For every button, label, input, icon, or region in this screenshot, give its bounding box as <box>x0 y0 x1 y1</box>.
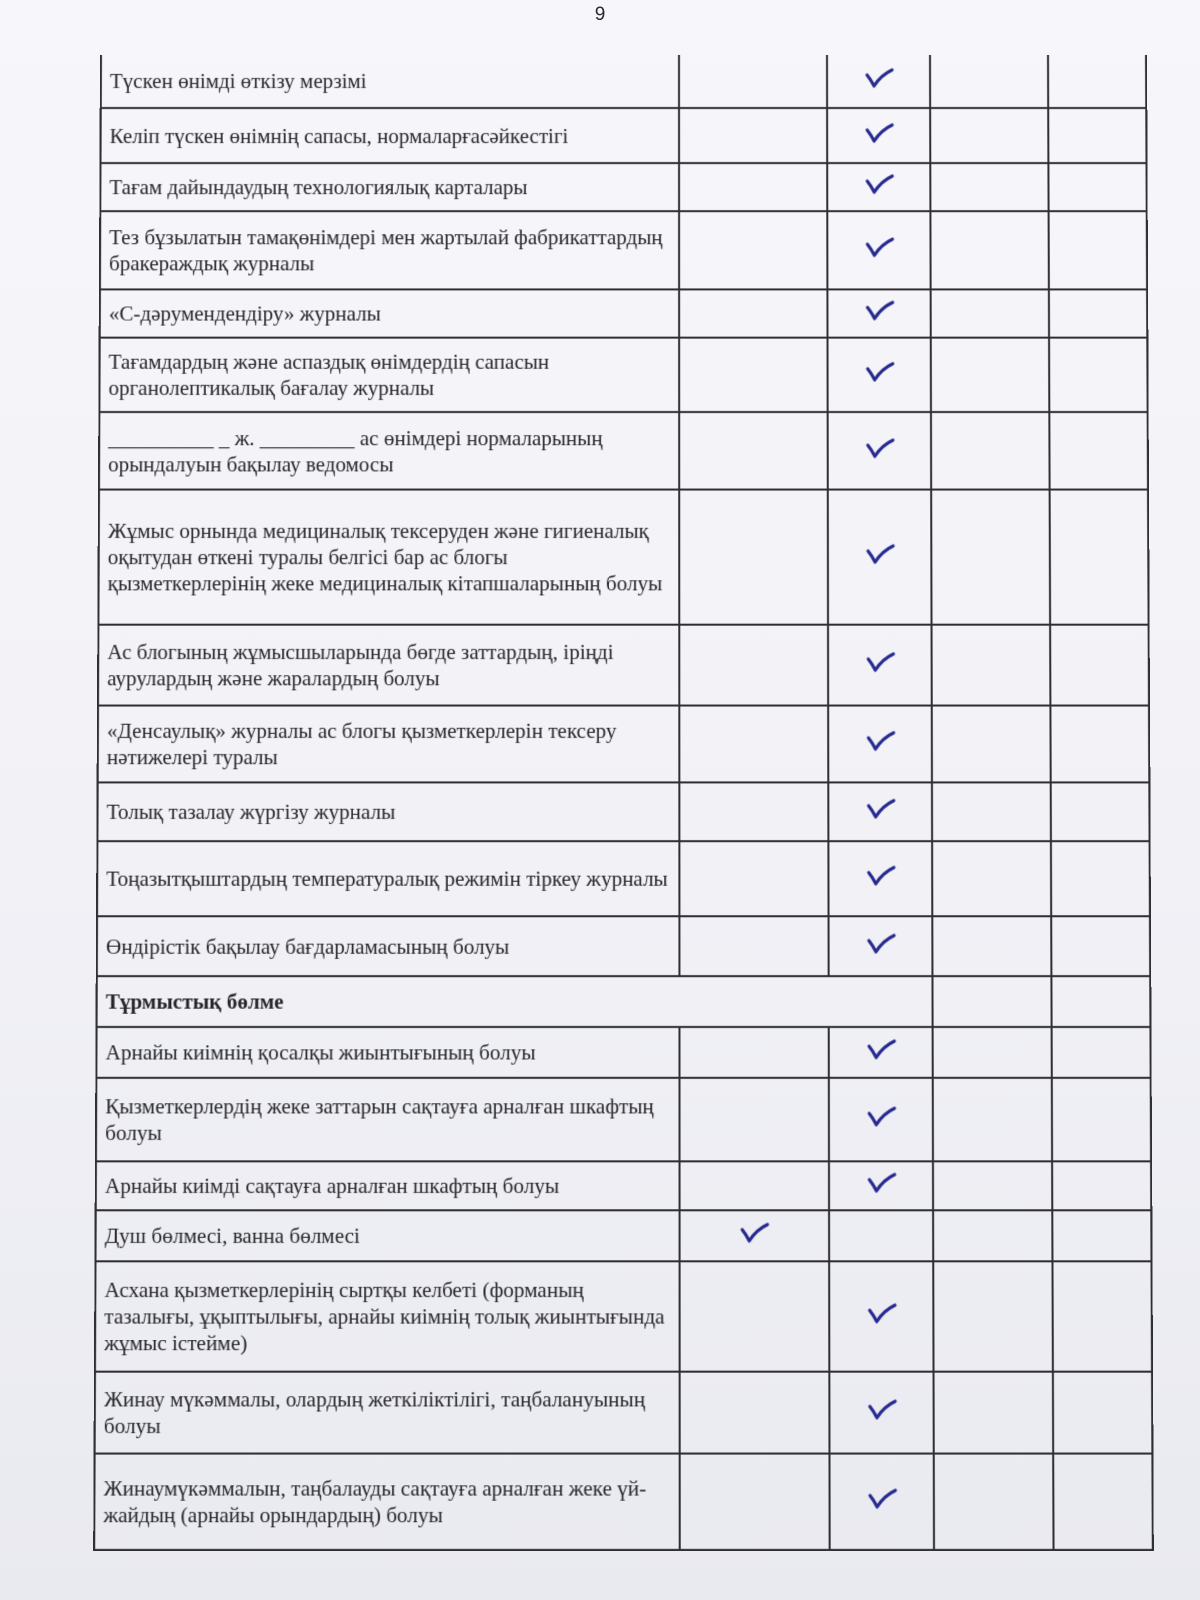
mark-cell-col-b <box>827 211 930 289</box>
mark-cell-col-a <box>680 1161 830 1210</box>
table-row <box>100 163 1146 211</box>
item-text: __________ _ ж. _________ ас өнімдері нормаларының орындалуын бақылау ведомосы <box>99 412 679 490</box>
mark-cell-col-d <box>1051 916 1150 976</box>
checkmark-icon <box>865 1036 897 1062</box>
item-text: «Денсаулық» журналы ас блогы қызметкерлерін тексеру нәтижелері туралы <box>98 706 680 783</box>
empty-cell <box>1051 976 1150 1027</box>
mark-cell-col-c <box>931 289 1049 337</box>
checkmark-icon <box>863 297 895 323</box>
item-text: Асхана қызметкерлерінің сыртқы келбеті (форманың тазалығы, ұқыптылығы, арнайы киімнің толық жиынтығында жұмыс істейме) <box>95 1261 680 1371</box>
checkmark-icon <box>865 1169 897 1196</box>
mark-cell-col-d <box>1052 1078 1151 1162</box>
table-row <box>98 625 1149 706</box>
mark-cell-col-b <box>829 1261 933 1371</box>
mark-cell-col-a <box>679 163 827 211</box>
checkmark-icon <box>863 359 895 385</box>
table-row <box>95 1261 1152 1371</box>
mark-cell-col-a <box>679 211 827 289</box>
mark-cell-col-a <box>679 625 828 706</box>
mark-cell-col-d <box>1052 1027 1151 1078</box>
mark-cell-col-d <box>1053 1454 1153 1550</box>
mark-cell-col-b <box>829 1078 933 1162</box>
table-row <box>97 782 1149 841</box>
mark-cell-col-b <box>829 916 933 976</box>
mark-cell-col-c <box>930 55 1048 108</box>
mark-cell-col-c <box>933 1210 1052 1261</box>
checkmark-icon <box>864 862 896 888</box>
checkmark-icon <box>863 120 895 146</box>
mark-cell-col-b <box>829 1210 933 1261</box>
mark-cell-col-c <box>932 706 1051 783</box>
mark-cell-col-a <box>679 412 828 490</box>
item-text: Жинаумүкәммалын, таңбалауды сақтауға арналған жеке үй-жайдың (арнайы орындардың) болуы <box>94 1454 680 1550</box>
mark-cell-col-a <box>679 782 828 841</box>
mark-cell-col-d <box>1048 108 1146 163</box>
checkmark-icon <box>863 435 895 461</box>
item-text: Қызметкерлердің жеке заттарын сақтауға арналған шкафтың болуы <box>96 1078 680 1162</box>
mark-cell-col-d <box>1052 1261 1152 1371</box>
mark-cell-col-d <box>1051 782 1150 841</box>
item-text: Тағам дайындаудың технологиялық карталары <box>100 163 679 211</box>
empty-cell <box>932 976 1051 1027</box>
table-row <box>95 1372 1153 1454</box>
item-text: Тағамдардың және аспаздық өнімдердің сапасын органолептикалық бағалау журналы <box>99 338 679 412</box>
mark-cell-col-d <box>1050 490 1149 625</box>
mark-cell-col-d <box>1048 163 1146 211</box>
checkmark-icon <box>865 1485 897 1512</box>
table-row <box>98 706 1150 783</box>
item-text: Келіп түскен өнімнің сапасы, нормаларғасәйкестігі <box>101 108 680 163</box>
mark-cell-col-c <box>931 412 1050 490</box>
checkmark-icon <box>864 930 896 956</box>
item-text: Арнайы киімнің қосалқы жиынтығының болуы <box>96 1027 679 1078</box>
checkmark-icon <box>863 234 895 260</box>
mark-cell-col-a <box>679 916 828 976</box>
mark-cell-col-d <box>1051 841 1150 916</box>
table-row <box>100 289 1148 337</box>
item-text: «С-дәрумендендіру» журналы <box>100 289 679 337</box>
mark-cell-col-a <box>679 1027 828 1078</box>
checkmark-icon <box>864 649 896 675</box>
item-text: Толық тазалау жүргізу журналы <box>97 782 679 841</box>
mark-cell-col-c <box>933 1027 1052 1078</box>
mark-cell-col-d <box>1049 289 1147 337</box>
mark-cell-col-b <box>829 1027 933 1078</box>
checkmark-icon <box>865 1396 897 1423</box>
item-text: Тоңазытқыштардың температуралық режимін тіркеу журналы <box>97 841 679 916</box>
mark-cell-col-b <box>829 1161 933 1210</box>
table-row <box>97 916 1150 976</box>
mark-cell-col-d <box>1048 55 1146 108</box>
table-row <box>101 55 1146 108</box>
mark-cell-col-d <box>1049 211 1147 289</box>
mark-cell-col-b <box>828 706 932 783</box>
mark-cell-col-d <box>1050 625 1149 706</box>
checkmark-icon <box>865 1103 897 1129</box>
item-text: Жинау мүкәммалы, олардың жеткіліктілігі, таңбалануының болуы <box>95 1372 680 1454</box>
mark-cell-col-a <box>679 55 827 108</box>
mark-cell-col-a <box>679 338 827 412</box>
checklist-table <box>93 55 1154 1551</box>
mark-cell-col-a <box>679 1078 828 1162</box>
table-row <box>96 1161 1152 1210</box>
section-title: Тұрмыстық бөлме <box>97 976 933 1027</box>
mark-cell-col-a <box>680 1210 830 1261</box>
mark-cell-col-c <box>932 916 1051 976</box>
item-text: Арнайы киімді сақтауға арналған шкафтың болуы <box>96 1161 680 1210</box>
mark-cell-col-c <box>931 490 1050 625</box>
mark-cell-col-d <box>1050 706 1149 783</box>
table-row <box>98 490 1148 625</box>
mark-cell-col-b <box>827 55 930 108</box>
item-text: Тез бұзылатын тамақөнімдері мен жартылай фабрикаттардың бракераждық журналы <box>100 211 679 289</box>
item-text: Өндірістік бақылау бағдарламасының болуы <box>97 916 680 976</box>
mark-cell-col-a <box>679 490 828 625</box>
mark-cell-col-c <box>932 841 1051 916</box>
table-row <box>99 338 1147 412</box>
mark-cell-col-b <box>827 289 930 337</box>
mark-cell-col-b <box>829 1372 933 1454</box>
mark-cell-col-b <box>828 841 932 916</box>
item-text: Ас блогының жұмысшыларында бөгде заттардың, іріңді аурулардың және жаралардың болуы <box>98 625 679 706</box>
mark-cell-col-b <box>828 782 932 841</box>
mark-cell-col-c <box>930 163 1048 211</box>
mark-cell-col-a <box>680 1261 830 1371</box>
checklist-body <box>94 55 1153 1550</box>
checkmark-icon <box>738 1219 770 1246</box>
mark-cell-col-b <box>827 163 930 211</box>
mark-cell-col-c <box>930 211 1048 289</box>
checkmark-icon <box>864 728 896 754</box>
mark-cell-col-b <box>828 338 931 412</box>
item-text: Жұмыс орнында медициналық тексеруден және гигиеналық оқытудан өткені туралы белгісі бар ас блогы қызметкерлерінің жеке медициналық кітапшаларының болуы <box>98 490 679 625</box>
table-row <box>96 1078 1151 1162</box>
table-row <box>97 841 1150 916</box>
mark-cell-col-b <box>828 490 932 625</box>
mark-cell-col-a <box>679 289 827 337</box>
mark-cell-col-c <box>930 108 1048 163</box>
mark-cell-col-c <box>933 1261 1053 1371</box>
table-row <box>95 1210 1151 1261</box>
mark-cell-col-a <box>680 1454 830 1550</box>
mark-cell-col-d <box>1053 1372 1152 1454</box>
mark-cell-col-b <box>827 108 930 163</box>
checkmark-icon <box>864 541 896 567</box>
mark-cell-col-c <box>934 1372 1054 1454</box>
table-row <box>101 108 1147 163</box>
mark-cell-col-c <box>932 782 1051 841</box>
mark-cell-col-a <box>680 1372 830 1454</box>
mark-cell-col-b <box>828 412 932 490</box>
table-row <box>100 211 1147 289</box>
checkmark-icon <box>864 796 896 822</box>
mark-cell-col-c <box>933 1078 1052 1162</box>
mark-cell-col-d <box>1049 412 1148 490</box>
section-header-row <box>97 976 1151 1027</box>
mark-cell-col-a <box>679 841 828 916</box>
mark-cell-col-c <box>934 1454 1054 1550</box>
table-row <box>99 412 1148 490</box>
checkmark-icon <box>863 65 895 91</box>
mark-cell-col-a <box>679 108 827 163</box>
checkmark-icon <box>865 1300 897 1327</box>
mark-cell-col-c <box>932 625 1051 706</box>
mark-cell-col-c <box>931 338 1050 412</box>
page-number: 9 <box>594 4 606 25</box>
mark-cell-col-b <box>829 1454 934 1550</box>
table-row <box>94 1454 1153 1550</box>
mark-cell-col-d <box>1049 338 1148 412</box>
checkmark-icon <box>863 171 895 197</box>
mark-cell-col-d <box>1052 1161 1151 1210</box>
table-row <box>96 1027 1150 1078</box>
mark-cell-col-c <box>933 1161 1052 1210</box>
mark-cell-col-b <box>828 625 932 706</box>
mark-cell-col-a <box>679 706 828 783</box>
item-text: Душ бөлмесі, ванна бөлмесі <box>95 1210 679 1261</box>
mark-cell-col-d <box>1052 1210 1151 1261</box>
item-text: Түскен өнімді өткізу мерзімі <box>101 55 679 108</box>
